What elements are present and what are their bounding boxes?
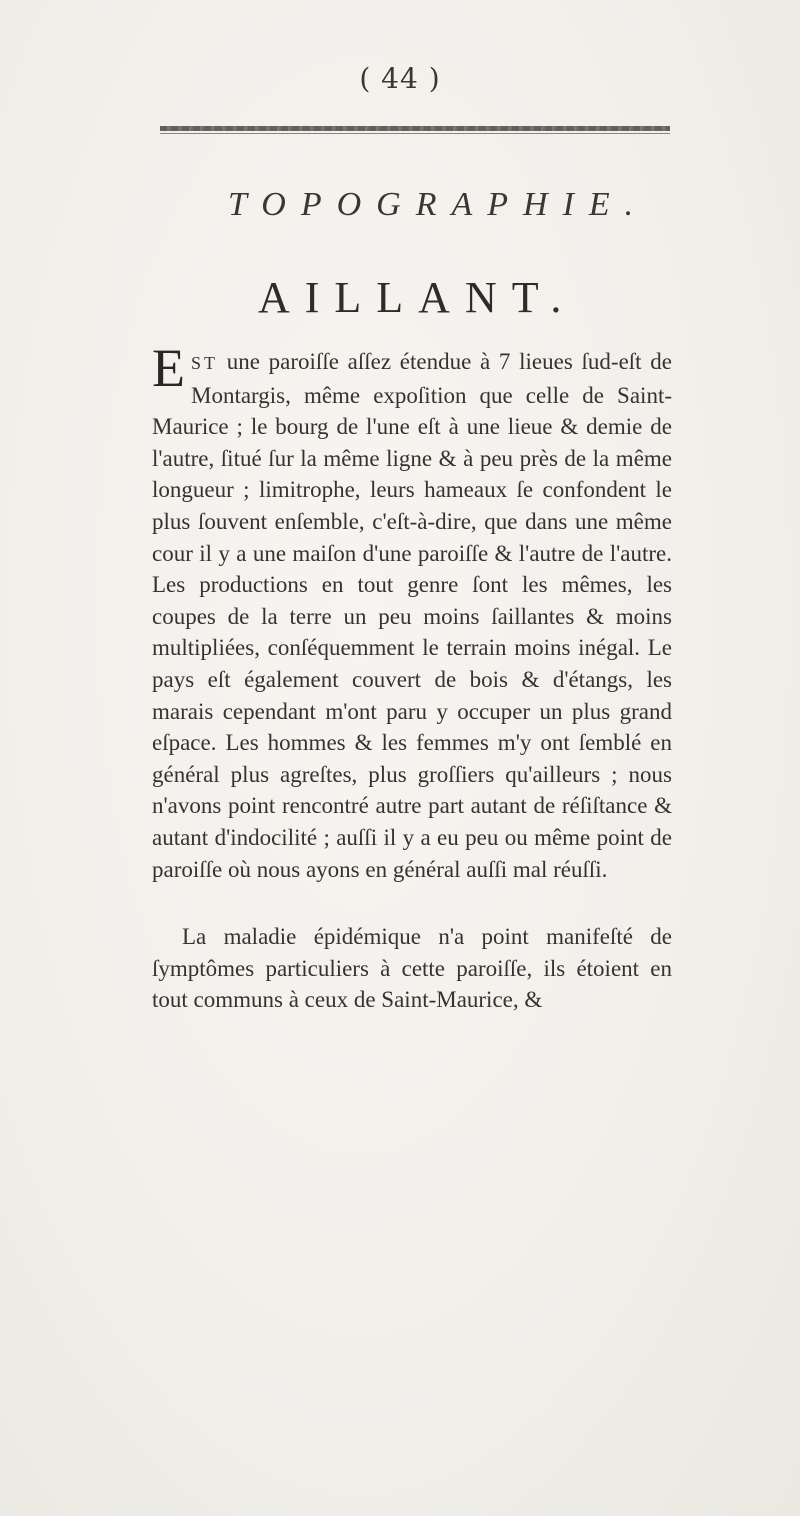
paragraph-1: [152, 338, 672, 885]
page-number-text: ( 44 ): [359, 62, 441, 95]
drop-cap: E: [152, 338, 185, 398]
paragraph-1-text: une paroiſſe aſſez étendue à 7 lieues ſud-eſt de Montargis, même expoſition que celle de Saint-Maurice ; le bourg de l'une eſt à une lieue & demie de l'autre, ſitué ſur la même ligne & à peu près de la même longueur ; limitrophe, leurs hameaux ſe confondent le plus ſouvent enſemble, c'eſt-à-dire, que dans une même cour il y a une maiſon d'une paroiſſe & l'autre de l'autre. Les productions en tout genre ſont les mêmes, les coupes de la terre un peu moins ſaillantes & moins multipliées, conſéquemment le terrain moins inégal. Le pays eſt également couvert de bois & d'étangs, les marais cependant m'ont paru y occuper un plus grand eſpace. Les hommes & les femmes m'y ont ſemblé en général plus agreſtes, plus groſſiers qu'ailleurs ; nous n'avons point rencontré autre part autant de réſiſtance & autant d'indocilité ; auſſi il y a eu peu ou même point de paroiſſe où nous ayons en général auſſi mal réuſſi.: [152, 349, 672, 882]
section-title: TOPOGRAPHIE.: [228, 186, 649, 223]
place-title: AILLANT.: [258, 273, 577, 322]
ornamental-rule: [160, 126, 670, 131]
body-text: [152, 338, 672, 1016]
page-number: [0, 62, 800, 95]
ornamental-rule-underline: [160, 133, 670, 134]
first-word-smallcaps: ST: [191, 353, 219, 373]
paragraph-2: La maladie épidémique n'a point manifeſté de ſymptômes particuliers à cette paroiſſe, ils étoient en tout communs à ceux de Saint-Maurice, &: [152, 924, 672, 1013]
